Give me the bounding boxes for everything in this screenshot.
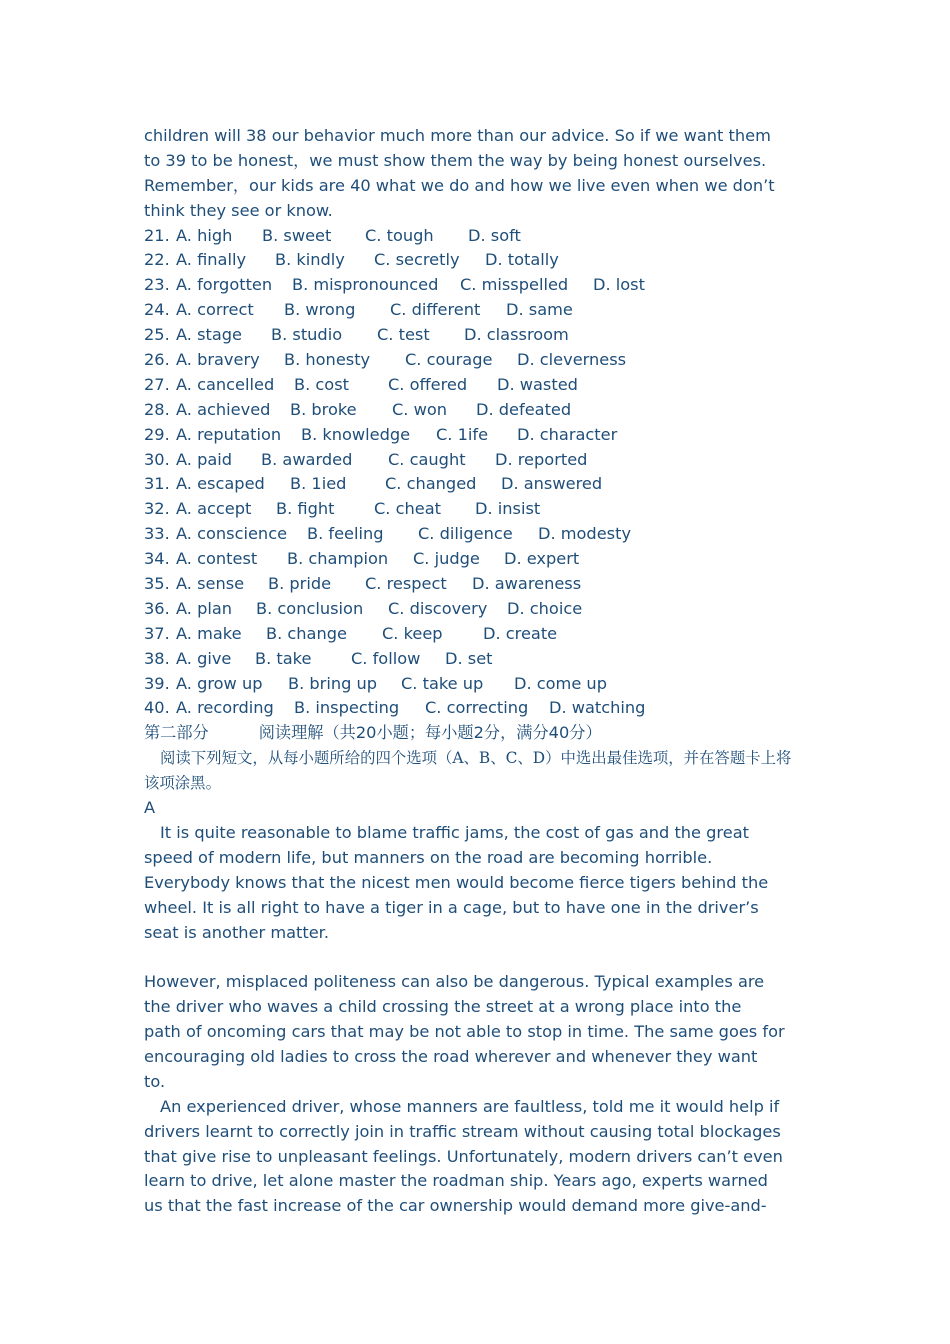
option-d: D. wasted (497, 374, 578, 394)
option-a: A. bravery (176, 350, 260, 370)
option-a: A. accept (176, 499, 252, 519)
option-a: A. cancelled (176, 374, 275, 394)
question-row (144, 298, 814, 323)
question-number: 39. (144, 673, 170, 693)
text-line: An experienced driver, whose manners are faultless, told me it would help if (160, 1096, 780, 1116)
text-line: path of oncoming cars that may be not able to stop in time. The same goes for (144, 1022, 785, 1042)
question-row (144, 547, 814, 572)
question-number: 34. (144, 549, 170, 569)
blank-line (144, 945, 814, 970)
question-row (144, 597, 814, 622)
question-number: 24. (144, 300, 170, 320)
text-line: seat is another matter. (144, 922, 329, 942)
option-d: D. expert (504, 549, 580, 569)
passage-paragraph-1 (144, 821, 814, 945)
question-row (144, 323, 814, 348)
option-a: A. escaped (176, 474, 265, 494)
option-c: C. won (392, 399, 447, 419)
text-line: It is quite reasonable to blame traffic jams, the cost of gas and the great (160, 822, 749, 842)
question-row (144, 572, 814, 597)
option-a: A. conscience (176, 524, 288, 544)
option-c: C. courage (405, 350, 493, 370)
question-number: 36. (144, 598, 170, 618)
question-row (144, 472, 814, 497)
question-number: 23. (144, 275, 170, 295)
passage-label: A (144, 798, 156, 818)
question-row (144, 273, 814, 298)
option-c: C. secretly (374, 250, 460, 270)
option-c: C. tough (365, 225, 434, 245)
section-title-end: 分） (569, 723, 602, 743)
option-a: A. contest (176, 549, 258, 569)
option-a: A. achieved (176, 399, 271, 419)
option-d: D. same (506, 300, 573, 320)
option-a: A. paid (176, 449, 233, 469)
instruction-line: 阅读下列短文，从每小题所给的四个选项（A、B、C、D）中选出最佳选项，并在答题卡上将 (160, 749, 792, 768)
option-a: A. grow up (176, 673, 263, 693)
section-title-mid1: 小题；每小题 (376, 723, 474, 743)
option-d: D. soft (468, 225, 521, 245)
question-row (144, 497, 814, 522)
intro-paragraph (144, 124, 814, 224)
option-a: A. correct (176, 300, 254, 320)
question-row (144, 248, 814, 273)
option-b: B. fight (276, 499, 335, 519)
option-a: A. give (176, 648, 232, 668)
question-number: 25. (144, 325, 170, 345)
question-row (144, 224, 814, 249)
text-line: encouraging old ladies to cross the road wherever and whenever they want (144, 1046, 758, 1066)
option-b: B. cost (294, 374, 349, 394)
text-line: Remember，our kids are 40 what we do and how we live even when we don’t (144, 175, 775, 195)
option-a: A. sense (176, 574, 245, 594)
option-c: C. changed (385, 474, 477, 494)
option-c: C. different (390, 300, 481, 320)
option-b: B. inspecting (294, 698, 400, 718)
question-number: 38. (144, 648, 170, 668)
instruction-line: 该项涂黑。 (144, 774, 221, 793)
section-instruction (144, 746, 814, 796)
question-number: 40. (144, 698, 170, 718)
text-line: to 39 to be honest，we must show them the way by being honest ourselves. (144, 150, 767, 170)
question-row (144, 448, 814, 473)
option-a: A. reputation (176, 424, 282, 444)
option-a: A. high (176, 225, 233, 245)
passage-paragraph-3 (144, 1095, 814, 1219)
option-d: D. totally (485, 250, 559, 270)
option-c: C. correcting (425, 698, 529, 718)
option-d: D. watching (549, 698, 646, 718)
option-a: A. finally (176, 250, 247, 270)
option-b: B. wrong (284, 300, 356, 320)
option-d: D. modesty (538, 524, 632, 544)
option-b: B. honesty (284, 350, 371, 370)
option-d: D. awareness (472, 574, 582, 594)
question-row (144, 398, 814, 423)
option-c: C. misspelled (460, 275, 569, 295)
text-line: However, misplaced politeness can also be dangerous. Typical examples are (144, 972, 765, 992)
option-d: D. come up (514, 673, 607, 693)
option-b: B. conclusion (256, 598, 364, 618)
option-c: C. cheat (374, 499, 441, 519)
section-part-label: 第二部分 (144, 723, 209, 743)
option-d: D. answered (501, 474, 603, 494)
question-number: 31. (144, 474, 170, 494)
option-c: C. judge (413, 549, 480, 569)
text-line: children will 38 our behavior much more than our advice. So if we want them (144, 126, 771, 145)
text-line: to. (144, 1071, 166, 1091)
text-line: speed of modern life, but manners on the road are becoming horrible. (144, 847, 713, 867)
text-line: Everybody knows that the nicest men would become fierce tigers behind the (144, 872, 769, 892)
option-c: C. take up (401, 673, 484, 693)
question-number: 21. (144, 225, 170, 245)
option-b: B. bring up (288, 673, 378, 693)
option-b: B. feeling (307, 524, 384, 544)
option-b: B. awarded (261, 449, 353, 469)
question-row (144, 348, 814, 373)
option-c: C. respect (365, 574, 447, 594)
option-d: D. defeated (476, 399, 572, 419)
document-page (144, 124, 814, 1219)
option-c: C. keep (382, 623, 443, 643)
section-title: 阅读理解（共 (258, 723, 356, 743)
question-row (144, 423, 814, 448)
question-number: 33. (144, 524, 170, 544)
option-d: D. choice (507, 598, 583, 618)
option-c: C. 1ife (436, 424, 489, 444)
question-number: 26. (144, 350, 170, 370)
option-b: B. pride (268, 574, 332, 594)
option-b: B. change (266, 623, 347, 643)
question-row (144, 373, 814, 398)
option-c: C. offered (388, 374, 468, 394)
option-d: D. character (517, 424, 618, 444)
option-b: B. sweet (262, 225, 332, 245)
option-d: D. insist (475, 499, 541, 519)
question-number: 30. (144, 449, 170, 469)
question-number: 37. (144, 623, 170, 643)
question-row (144, 672, 814, 697)
passage-paragraph-2 (144, 970, 814, 1094)
option-b: B. kindly (275, 250, 345, 270)
option-c: C. follow (351, 648, 421, 668)
option-b: B. studio (271, 325, 343, 345)
question-row (144, 622, 814, 647)
question-number: 28. (144, 399, 170, 419)
option-b: B. champion (287, 549, 389, 569)
option-a: A. make (176, 623, 242, 643)
text-line: us that the fast increase of the car ownership would demand more give-and- (144, 1196, 767, 1216)
text-line: think they see or know. (144, 200, 333, 220)
option-d: D. create (483, 623, 558, 643)
text-line: drivers learnt to correctly join in traffic stream without causing total blockages (144, 1121, 781, 1141)
option-c: C. diligence (418, 524, 513, 544)
total-points: 40 (548, 723, 570, 743)
option-d: D. reported (495, 449, 588, 469)
option-d: D. cleverness (517, 350, 627, 370)
question-row (144, 522, 814, 547)
text-line: learn to drive, let alone master the roadman ship. Years ago, experts warned (144, 1171, 768, 1191)
option-d: D. lost (593, 275, 645, 295)
question-count: 20 (355, 723, 377, 743)
option-a: A. plan (176, 598, 233, 618)
text-line: wheel. It is all right to have a tiger in a cage, but to have one in the driver’s (144, 897, 759, 917)
text-line: that give rise to unpleasant feelings. Unfortunately, modern drivers can’t even (144, 1146, 783, 1166)
text-line: the driver who waves a child crossing the street at a wrong place into the (144, 997, 742, 1017)
option-b: B. knowledge (301, 424, 411, 444)
option-b: B. take (255, 648, 312, 668)
section-header (144, 721, 814, 746)
question-number: 29. (144, 424, 170, 444)
option-b: B. mispronounced (292, 275, 439, 295)
option-a: A. recording (176, 698, 274, 718)
option-a: A. stage (176, 325, 243, 345)
question-row (144, 647, 814, 672)
option-c: C. test (377, 325, 430, 345)
option-b: B. 1ied (290, 474, 347, 494)
points-per-question: 2 (473, 723, 484, 743)
option-d: D. set (445, 648, 493, 668)
option-c: C. discovery (388, 598, 488, 618)
question-number: 32. (144, 499, 170, 519)
question-number: 27. (144, 374, 170, 394)
question-number: 35. (144, 574, 170, 594)
question-number: 22. (144, 250, 170, 270)
section-title-mid2: 分，满分 (483, 723, 549, 743)
option-c: C. caught (388, 449, 466, 469)
question-list (144, 224, 814, 722)
option-a: A. forgotten (176, 275, 273, 295)
option-d: D. classroom (464, 325, 569, 345)
question-row (144, 696, 814, 721)
option-b: B. broke (290, 399, 357, 419)
